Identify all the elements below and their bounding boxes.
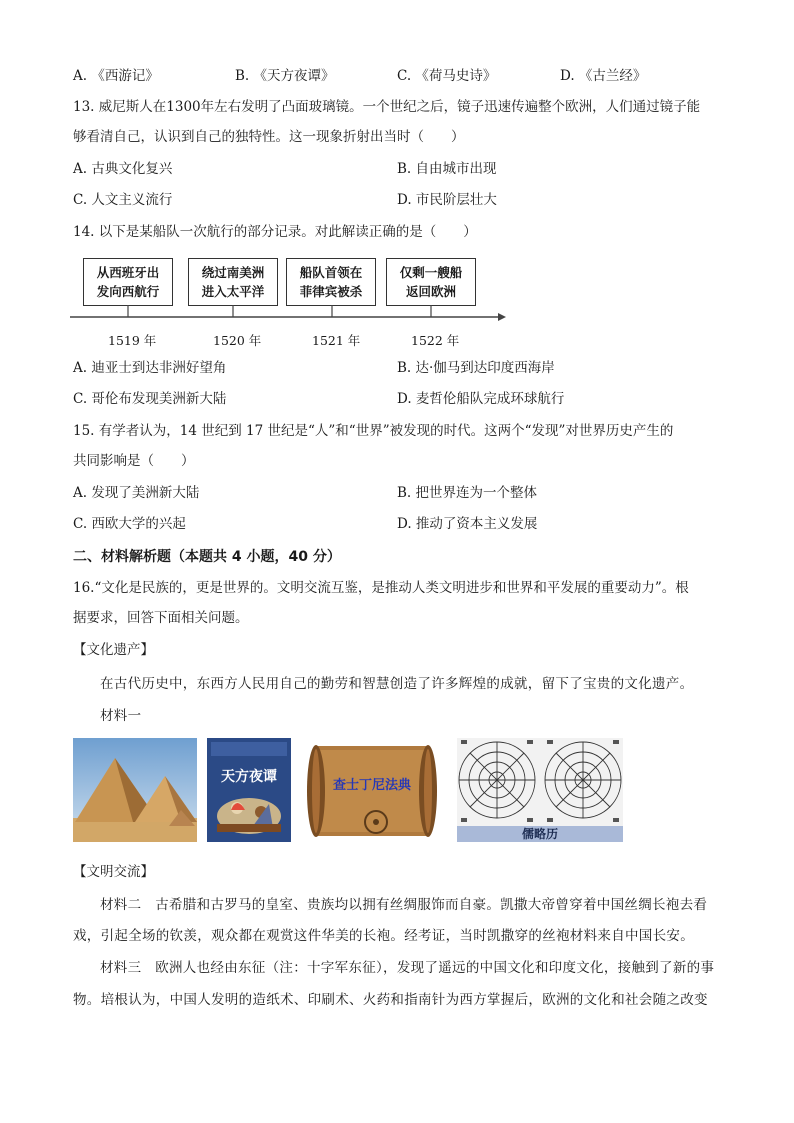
q15-stem: 15. 有学者认为，14 世纪到 17 世纪是“人”和“世界”被发现的时代。这两个“发现”对世界历史产生的	[73, 423, 674, 439]
material-three-line1: 材料三 欧洲人也经由东征（注：十字军东征），发现了遥远的中国文化和印度文化，接触到了新的事	[100, 960, 715, 976]
timeline-text: 仅剩一艘船	[399, 265, 463, 280]
pyramids-image	[73, 738, 197, 842]
julian-calendar-image	[457, 738, 623, 842]
year-1520: 1520 年	[213, 333, 262, 348]
material-two-line1: 材料二 古希腊和古罗马的皇室、贵族均以拥有丝绸服饰而自豪。凯撒大帝曾穿着中国丝绸长袍去看	[100, 897, 708, 913]
q13-option-d: D. 市民阶层壮大	[397, 192, 497, 208]
timeline-text: 菲律宾被杀	[299, 284, 363, 299]
q15-option-a: A. 发现了美洲新大陆	[73, 485, 200, 501]
q13-option-c: C. 人文主义流行	[73, 192, 173, 208]
timeline-box-1522	[386, 258, 476, 306]
heading-cultural-heritage: 【文化遗产】	[73, 642, 154, 658]
q12-option-a: A. 《西游记》	[73, 68, 159, 84]
arabian-nights-book-image	[207, 738, 291, 842]
q12-option-d: D. 《古兰经》	[560, 68, 647, 84]
timeline-box-1520	[188, 258, 278, 306]
q13-stem: 13. 威尼斯人在1300年左右发明了凸面玻璃镜。一个世纪之后，镜子迅速传遍整个欧洲，人们通过镜子能	[73, 99, 701, 115]
timeline-box-1519	[83, 258, 173, 306]
justinian-code-scroll-image	[302, 738, 442, 842]
material-one-label: 材料一	[100, 708, 142, 724]
q16-stem: 16.“文化是民族的，更是世界的。文明交流互鉴，是推动人类文明进步和世界和平发展的重要动力”。根	[73, 580, 689, 596]
timeline-text: 发向西航行	[96, 284, 160, 299]
q15-option-d: D. 推动了资本主义发展	[397, 516, 538, 532]
timeline-text: 绕过南美洲	[201, 265, 265, 280]
timeline-axis	[70, 305, 510, 325]
q15-option-b: B. 把世界连为一个整体	[397, 485, 538, 501]
q14-option-d: D. 麦哲伦船队完成环球航行	[397, 391, 565, 407]
q12-option-b: B. 《天方夜谭》	[235, 68, 335, 84]
heritage-intro: 在古代历史中，东西方人民用自己的勤劳和智慧创造了许多辉煌的成就，留下了宝贵的文化遗产。	[100, 676, 694, 692]
timeline-box-1521	[286, 258, 376, 306]
q14-option-c: C. 哥伦布发现美洲新大陆	[73, 391, 227, 407]
q13-stem-cont: 够看清自己，认识到自己的独特性。这一现象折射出当时（ ）	[73, 129, 465, 145]
material-two-line2: 戏，引起全场的钦羡，观众都在观赏这件华美的长袍。经考证，当时凯撒穿的丝袍材料来自中国长安。	[73, 928, 694, 944]
q13-option-a: A. 古典文化复兴	[73, 161, 173, 177]
q16-stem-cont: 据要求，回答下面相关问题。	[73, 610, 249, 626]
timeline-text: 船队首领在	[299, 265, 363, 280]
q12-option-c: C. 《荷马史诗》	[397, 68, 497, 84]
q13-option-b: B. 自由城市出现	[397, 161, 497, 177]
q14-option-a: A. 迪亚士到达非洲好望角	[73, 360, 227, 376]
year-1522: 1522 年	[411, 333, 460, 348]
q15-stem-cont: 共同影响是（ ）	[73, 453, 195, 469]
material-three-line2: 物。培根认为，中国人发明的造纸术、印刷术、火药和指南针为西方掌握后，欧洲的文化和社会随之改变	[73, 992, 708, 1008]
q14-option-b: B. 达·伽马到达印度西海岸	[397, 360, 555, 376]
q14-stem: 14. 以下是某船队一次航行的部分记录。对此解读正确的是（ ）	[73, 224, 477, 240]
year-1519: 1519 年	[108, 333, 157, 348]
q15-option-c: C. 西欧大学的兴起	[73, 516, 186, 532]
timeline-text: 返回欧洲	[405, 284, 456, 299]
book-title: 天方夜谭	[221, 769, 277, 785]
heading-civilization-exchange: 【文明交流】	[73, 864, 154, 880]
scroll-title: 查士丁尼法典	[332, 778, 411, 793]
timeline-text: 进入太平洋	[201, 284, 265, 299]
section-title: 二、材料解析题（本题共 4 小题，40 分）	[73, 549, 341, 565]
year-1521: 1521 年	[312, 333, 361, 348]
timeline-text: 从西班牙出	[96, 265, 160, 280]
calendar-caption: 儒略历	[521, 827, 558, 841]
